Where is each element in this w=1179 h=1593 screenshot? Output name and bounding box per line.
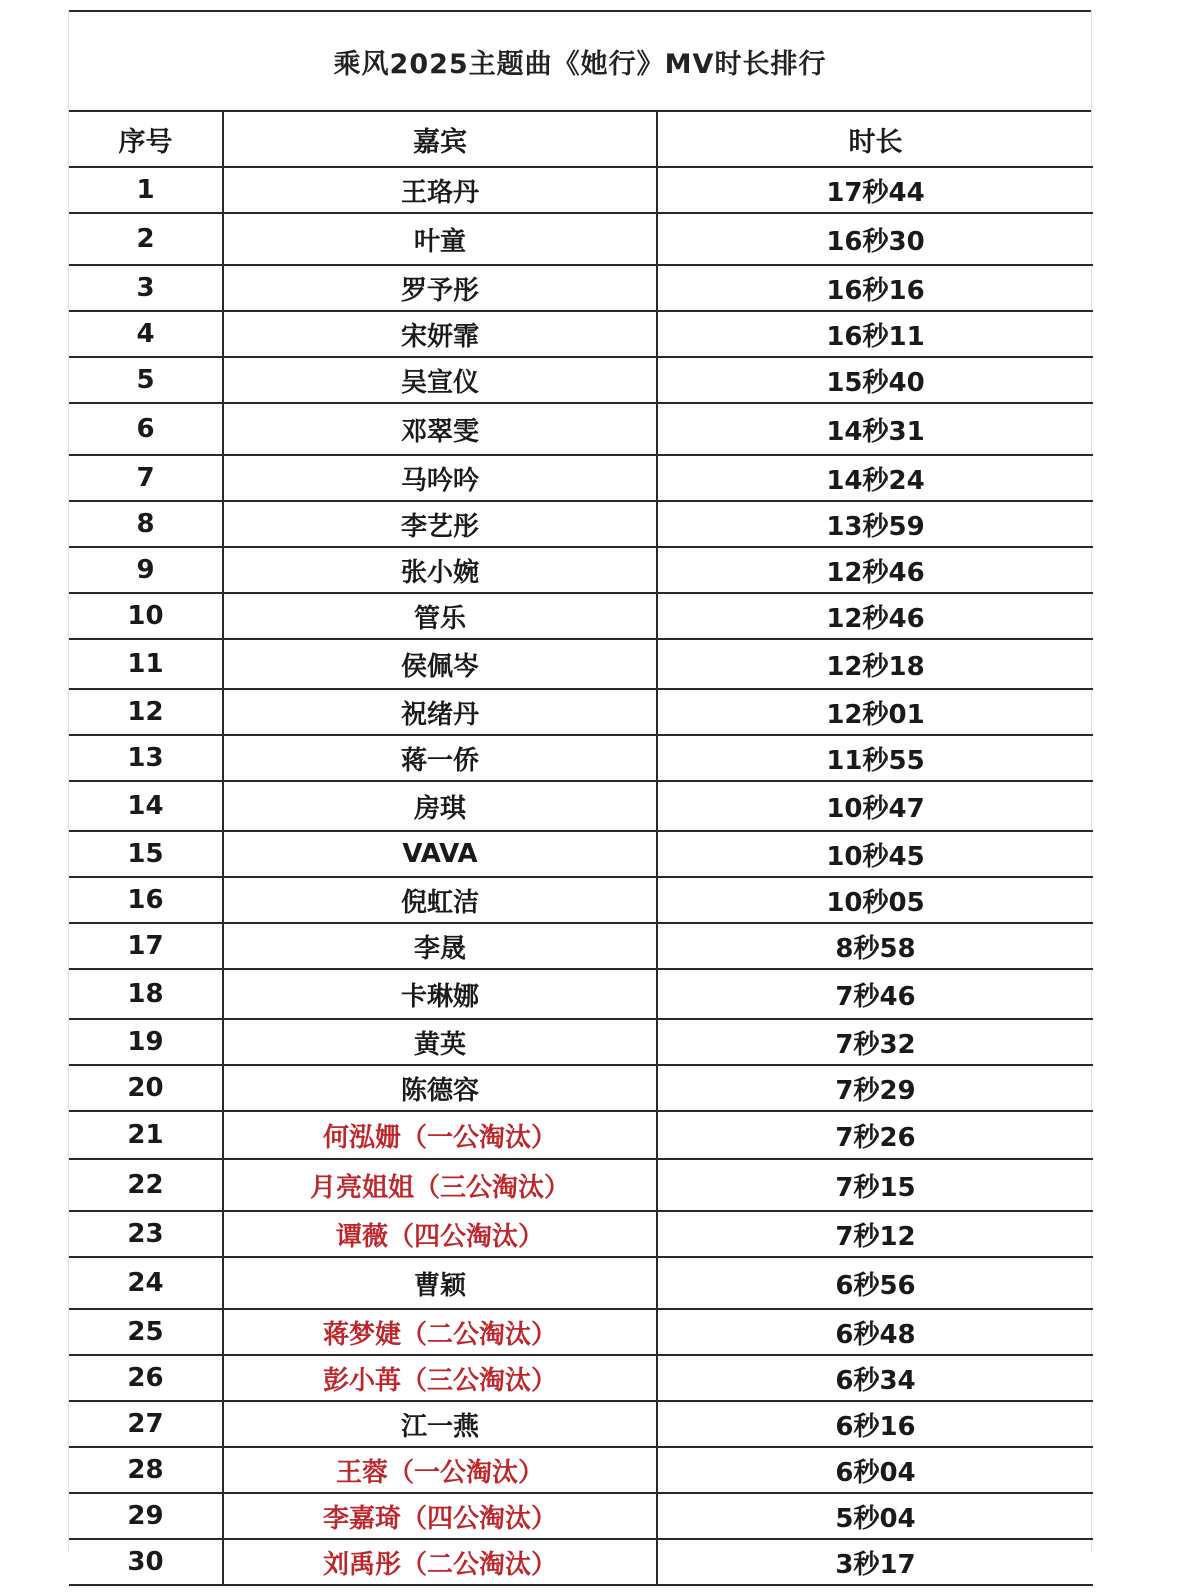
guest-cell: 宋妍霏	[223, 311, 657, 357]
duration-cell: 5秒04	[657, 1493, 1093, 1539]
rank-cell: 1	[69, 167, 223, 213]
duration-cell: 16秒30	[657, 213, 1093, 265]
rank-cell: 13	[69, 735, 223, 781]
guest-cell: 江一燕	[223, 1401, 657, 1447]
duration-cell: 8秒58	[657, 923, 1093, 969]
table-row	[69, 1065, 1093, 1111]
table-row	[69, 311, 1093, 357]
table-row	[69, 547, 1093, 593]
table-row	[69, 639, 1093, 689]
guest-cell: 吴宣仪	[223, 357, 657, 403]
duration-cell: 15秒40	[657, 357, 1093, 403]
table-row	[69, 689, 1093, 735]
rank-cell: 14	[69, 781, 223, 831]
rank-cell: 27	[69, 1401, 223, 1447]
table-row	[69, 593, 1093, 639]
table-row	[69, 167, 1093, 213]
rank-cell: 23	[69, 1211, 223, 1257]
guest-cell: 蒋梦婕（二公淘汰）	[223, 1309, 657, 1355]
duration-cell: 12秒01	[657, 689, 1093, 735]
title-bar	[69, 10, 1091, 112]
guest-cell: 卡琳娜	[223, 969, 657, 1019]
rank-cell: 3	[69, 265, 223, 311]
duration-cell: 7秒32	[657, 1019, 1093, 1065]
header-row	[69, 112, 1093, 167]
table-row	[69, 1019, 1093, 1065]
duration-cell: 3秒17	[657, 1539, 1093, 1585]
duration-cell: 14秒24	[657, 455, 1093, 501]
table-row	[69, 1355, 1093, 1401]
duration-cell: 7秒46	[657, 969, 1093, 1019]
table-row	[69, 1257, 1093, 1309]
rank-cell: 7	[69, 455, 223, 501]
table-row	[69, 265, 1093, 311]
table-row	[69, 213, 1093, 265]
page-title: 乘风2025主题曲《她行》MV时长排行	[333, 48, 827, 80]
rank-cell: 28	[69, 1447, 223, 1493]
duration-cell: 16秒11	[657, 311, 1093, 357]
guest-cell: 王蓉（一公淘汰）	[223, 1447, 657, 1493]
table-row	[69, 455, 1093, 501]
rank-cell: 21	[69, 1111, 223, 1159]
guest-cell: 张小婉	[223, 547, 657, 593]
guest-cell: 罗予彤	[223, 265, 657, 311]
duration-cell: 7秒26	[657, 1111, 1093, 1159]
table-row	[69, 1309, 1093, 1355]
table-row	[69, 1539, 1093, 1585]
duration-cell: 7秒12	[657, 1211, 1093, 1257]
table-row	[69, 501, 1093, 547]
rank-cell: 6	[69, 403, 223, 455]
guest-cell: 房琪	[223, 781, 657, 831]
duration-cell: 17秒44	[657, 167, 1093, 213]
rank-cell: 29	[69, 1493, 223, 1539]
table-row	[69, 781, 1093, 831]
rank-cell: 30	[69, 1539, 223, 1585]
duration-cell: 12秒46	[657, 547, 1093, 593]
guest-cell: 黄英	[223, 1019, 657, 1065]
table-row	[69, 1159, 1093, 1211]
rank-cell: 4	[69, 311, 223, 357]
guest-cell: 彭小苒（三公淘汰）	[223, 1355, 657, 1401]
duration-cell: 11秒55	[657, 735, 1093, 781]
duration-cell: 6秒04	[657, 1447, 1093, 1493]
rank-cell: 19	[69, 1019, 223, 1065]
rank-cell: 11	[69, 639, 223, 689]
guest-cell: 马吟吟	[223, 455, 657, 501]
duration-cell: 6秒56	[657, 1257, 1093, 1309]
table-row	[69, 831, 1093, 877]
rank-cell: 8	[69, 501, 223, 547]
guest-cell: 陈德容	[223, 1065, 657, 1111]
ranking-table	[69, 112, 1093, 1586]
guest-cell: 倪虹洁	[223, 877, 657, 923]
table-row	[69, 735, 1093, 781]
duration-cell: 6秒16	[657, 1401, 1093, 1447]
rank-cell: 26	[69, 1355, 223, 1401]
duration-cell: 16秒16	[657, 265, 1093, 311]
guest-cell: 祝绪丹	[223, 689, 657, 735]
table-row	[69, 1493, 1093, 1539]
table-row	[69, 1111, 1093, 1159]
duration-cell: 6秒34	[657, 1355, 1093, 1401]
table-row	[69, 877, 1093, 923]
duration-cell: 7秒15	[657, 1159, 1093, 1211]
duration-cell: 10秒45	[657, 831, 1093, 877]
duration-cell: 10秒05	[657, 877, 1093, 923]
guest-cell: 月亮姐姐（三公淘汰）	[223, 1159, 657, 1211]
rank-cell: 5	[69, 357, 223, 403]
ranking-sheet	[68, 10, 1092, 1580]
guest-cell: 刘禹彤（二公淘汰）	[223, 1539, 657, 1585]
rank-cell: 16	[69, 877, 223, 923]
guest-cell: 曹颖	[223, 1257, 657, 1309]
duration-cell: 13秒59	[657, 501, 1093, 547]
rank-cell: 22	[69, 1159, 223, 1211]
guest-cell: 蒋一侨	[223, 735, 657, 781]
rank-cell: 10	[69, 593, 223, 639]
guest-cell: 李嘉琦（四公淘汰）	[223, 1493, 657, 1539]
guest-cell: 何泓姗（一公淘汰）	[223, 1111, 657, 1159]
guest-cell: 邓翠雯	[223, 403, 657, 455]
guest-cell: VAVA	[223, 831, 657, 877]
rank-cell: 2	[69, 213, 223, 265]
guest-cell: 侯佩岑	[223, 639, 657, 689]
rank-cell: 9	[69, 547, 223, 593]
table-row	[69, 357, 1093, 403]
table-row	[69, 1447, 1093, 1493]
duration-cell: 6秒48	[657, 1309, 1093, 1355]
duration-cell: 14秒31	[657, 403, 1093, 455]
guest-cell: 王珞丹	[223, 167, 657, 213]
duration-cell: 7秒29	[657, 1065, 1093, 1111]
rank-cell: 25	[69, 1309, 223, 1355]
rank-cell: 15	[69, 831, 223, 877]
duration-cell: 12秒18	[657, 639, 1093, 689]
table-row	[69, 1211, 1093, 1257]
guest-cell: 李晟	[223, 923, 657, 969]
duration-cell: 12秒46	[657, 593, 1093, 639]
header-duration: 时长	[657, 112, 1093, 167]
guest-cell: 管乐	[223, 593, 657, 639]
guest-cell: 李艺彤	[223, 501, 657, 547]
table-row	[69, 969, 1093, 1019]
table-row	[69, 403, 1093, 455]
guest-cell: 谭薇（四公淘汰）	[223, 1211, 657, 1257]
rank-cell: 24	[69, 1257, 223, 1309]
rank-cell: 17	[69, 923, 223, 969]
table-row	[69, 923, 1093, 969]
header-rank: 序号	[69, 112, 223, 167]
guest-cell: 叶童	[223, 213, 657, 265]
header-guest: 嘉宾	[223, 112, 657, 167]
rank-cell: 12	[69, 689, 223, 735]
duration-cell: 10秒47	[657, 781, 1093, 831]
table-row	[69, 1401, 1093, 1447]
rank-cell: 18	[69, 969, 223, 1019]
rank-cell: 20	[69, 1065, 223, 1111]
